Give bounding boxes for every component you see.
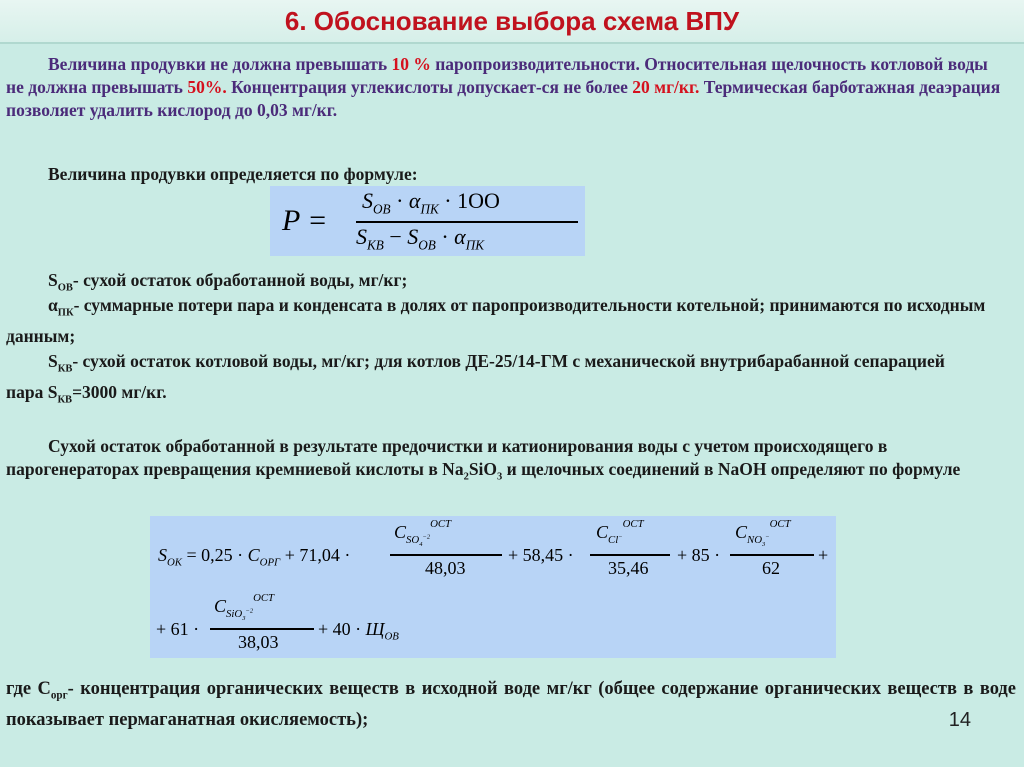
- formula2-frac3-num: $C_{NO_3^-}^{ОСТ}$: [735, 518, 791, 548]
- formula2-row1-lhs: $S_{ОК} = 0,25 \cdot C_{ОРГ} + 71,04$ ·: [158, 545, 351, 569]
- formula1-lhs: P =: [282, 204, 328, 237]
- formula2-plus5: + $40 \cdot Щ_{ОВ}$: [318, 619, 399, 643]
- formula2-frac1-den: 48,03: [425, 558, 466, 578]
- formula1-fraction-bar: [356, 221, 578, 223]
- formula2-frac3-bar: [730, 554, 814, 556]
- formula2-frac2-den: 35,46: [608, 558, 649, 578]
- formula2-box: [150, 516, 836, 658]
- dry-residue-paragraph: Сухой остаток обработанной в результате предочистки и катионирования воды с учетом происходящего в парогенераторах превращения кремниевой кислоты в $Na_2SiO_3$ и щелочных соединений в NaOH определяют по формуле: [6, 436, 961, 483]
- formula2-frac3-den: 62: [762, 558, 780, 578]
- value-20-mg: 20 мг/кг.: [632, 77, 700, 97]
- definition-apk: $\alpha_{ПК}-$ суммарные потери пара и конденсата в долях от паропроизводительности котельной; принимаются по исходным данным;: [6, 295, 986, 346]
- formula2-frac4-num: $C_{SiO_3^{-2}}^{ОСТ}$: [214, 592, 275, 622]
- formula1-denominator: $S_{КВ} - S_{ОВ} \cdot \alpha_{ПК}$: [356, 224, 485, 253]
- formula1-box: [270, 186, 585, 256]
- formula1-intro: Величина продувки определяется по формуле:: [48, 164, 418, 184]
- formula2-frac2-num: $C_{Cl^-}^{ОСТ}$: [596, 518, 644, 546]
- formula2-plus4: + 61 ·: [156, 619, 200, 639]
- footer-paragraph: где $C_{орг}-$ концентрация органических веществ в исходной воде мг/кг (общее содержание органических веществ в воде показывает пермаганатная окисляемость);: [6, 679, 1016, 730]
- formula2-frac4-bar: [210, 628, 314, 630]
- intro-paragraph: Величина продувки не должна превышать 10 % паропроизводительности. Относительная щелочность котловой воды не должна превышать 50%. Концентрация углекислоты допускает-ся не более 20 мг/кг. Термическая барботажная деаэрация позволяет удалить кислород до 0,03 мг/кг.: [6, 54, 1001, 120]
- value-10-percent: 10 %: [391, 54, 431, 74]
- formula1-numerator: $S_{ОВ} \cdot \alpha_{ПК} \cdot 1OO$: [362, 188, 500, 217]
- page-number: 14: [948, 709, 971, 731]
- formula2-plus2: + 58,45 ·: [508, 545, 574, 565]
- definition-skv: $S_{КВ}-$ сухой остаток котловой воды, мг/кг; для котлов ДЕ-25/14-ГМ с механической внутрибарабанной сепарацией пара $S_{КВ}=3000$ мг/кг.: [6, 351, 945, 405]
- formula2-frac1-num: $C_{SO_4^{-2}}^{ОСТ}$: [394, 518, 452, 548]
- formula2-plus3: + 85 ·: [677, 545, 721, 565]
- formula2-tail-plus: +: [818, 545, 829, 565]
- slide-title: 6. Обоснование выбора схема ВПУ: [284, 6, 740, 36]
- value-50-percent: 50%.: [187, 77, 227, 97]
- formula2-frac2-bar: [590, 554, 670, 556]
- formula2-frac4-den: 38,03: [238, 632, 279, 652]
- definition-sov: $S_{ОВ}-$ сухой остаток обработанной воды, мг/кг;: [48, 270, 408, 294]
- formula2-frac1-bar: [390, 554, 502, 556]
